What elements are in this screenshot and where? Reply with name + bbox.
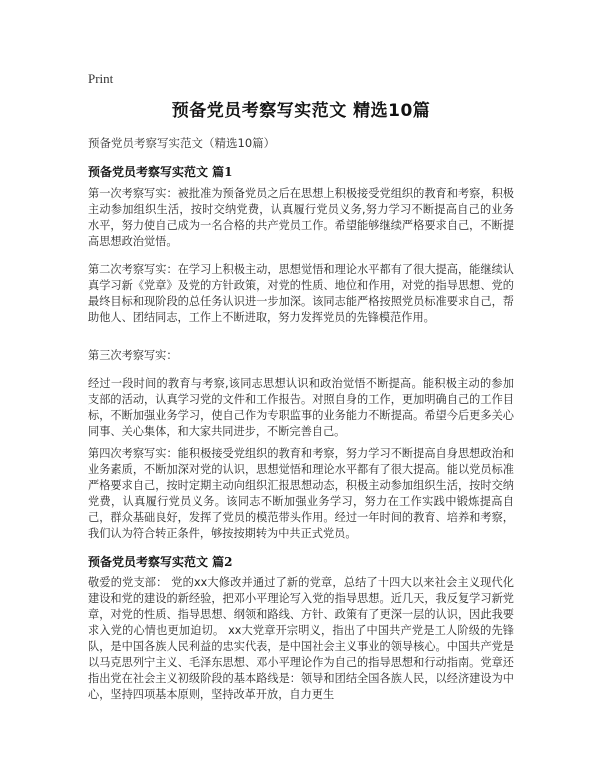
section-1-paragraph-4: 经过一段时间的教育与考察,该同志思想认识和政治觉悟不断提高。能积极主动的参加支部的活动，认真学习党的文件和工作报告。对照自身的工作，更加明确自己的工作目标，不断加强业务学习，使自己作为专职监事的业务能力不断提高。希望今后更多关心同事、关心集体，和大家共同进步，不断完善自己。 bbox=[88, 377, 514, 438]
section-heading-2: 预备党员考察写实范文 篇2 bbox=[88, 555, 233, 569]
section-1-paragraph-5: 第四次考察写实：能积极接受党组织的教育和考察，努力学习不断提高自身思想政治和业务素质，不断加深对党的认识，思想觉悟和理论水平都有了很大提高。能以党员标准严格要求自己，按时定期主动向组织汇报思想动态，积极主动参加组织生活，按时交纳党费，认真履行党员义务。该同志不断加强业务学习，努力在工作实践中锻炼提高自己，群众基础良好，发挥了党员的模范带头作用。经过一年时间的教育、培养和考察，我们认为符合转正条件，够按按期转为中共正式党员。 bbox=[88, 447, 514, 540]
section-1-paragraph-1: 第一次考察写实：被批准为预备党员之后在思想上积极接受党组织的教育和考察，积极主动参加组织生活，按时交纳党费，认真履行党员义务,努力学习不断提高自己的业务水平，努力使自己成为一名合格的共产党员工作。希望能够继续严格要求自己，不断提高思想政治觉悟。 bbox=[88, 187, 514, 248]
section-2-paragraph-1: 敬爱的党支部： 党的xx大修改并通过了新的党章，总结了十四大以来社会主义现代化建设和党的建设的新经验，把邓小平理论写入党的指导思想。近几天，我反复学习新党章，对党的性质、指导思想、纲领和路线、方针、政策有了更深一层的认识，因此我要求入党的心情也更加迫切。 xx大党章开宗明义，指出了中国共产党是工人阶级的先锋队，是中国各族人民利益的忠实代表，是中国社会主义事业的领导核心。中国共产党是以马克思列宁主义、毛泽东思想、邓小平理论作为自己的指导思想和行动指南。党章还指出党在社会主义初级阶段的基本路线是：领导和团结全国各族人民，以经济建设为中心，坚持四项基本原则，坚持改革开放，自力更生 bbox=[88, 576, 514, 701]
document-title: 预备党员考察写实范文 精选10篇 bbox=[171, 101, 431, 121]
print-label: Print bbox=[88, 71, 114, 86]
section-1-paragraph-3: 第三次考察写实： bbox=[88, 349, 178, 362]
section-heading-1: 预备党员考察写实范文 篇1 bbox=[88, 165, 233, 179]
section-1-paragraph-2: 第二次考察写实：在学习上积极主动，思想觉悟和理论水平都有了很大提高，能继续认真学习新《党章》及党的方针政策，对党的性质、地位和作用，对党的指导思想、党的最终目标和现阶段的总任务认识进一步加深。该同志能严格按照党员标准要求自己，帮助他人、团结同志，工作上不断进取，努力发挥党员的先锋模范作用。 bbox=[88, 263, 514, 324]
document-subtitle: 预备党员考察写实范文（精选10篇） bbox=[88, 136, 276, 150]
